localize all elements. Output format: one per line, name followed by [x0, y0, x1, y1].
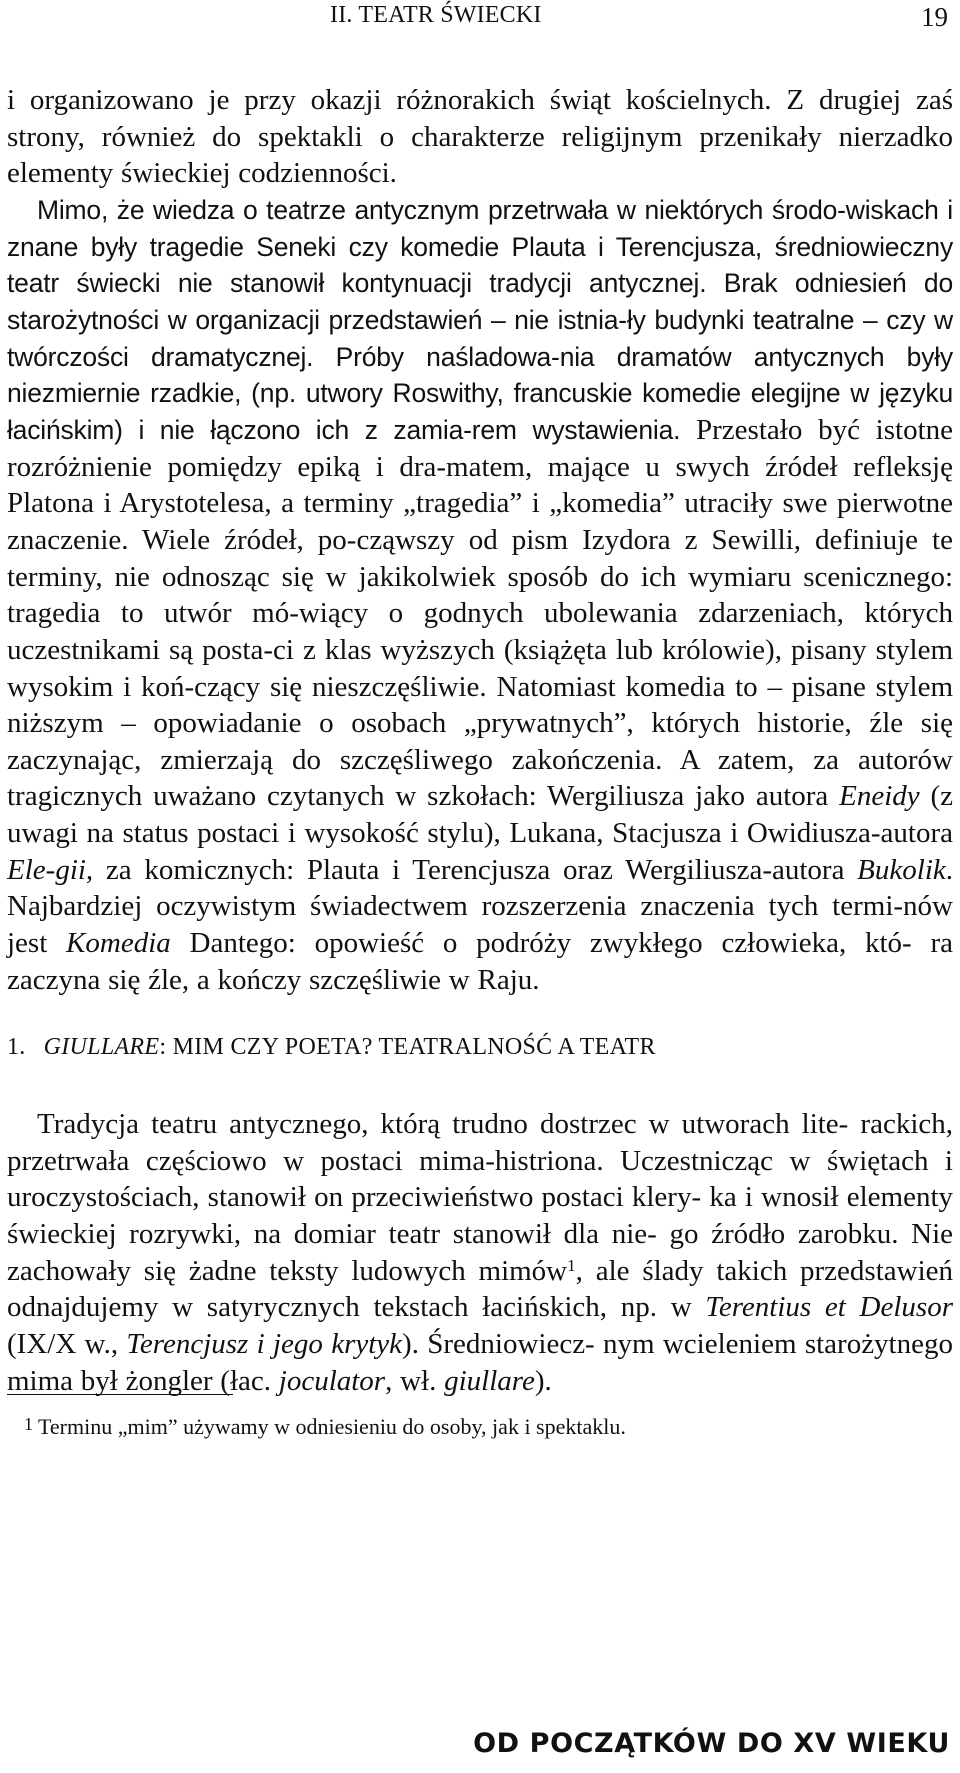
- text-line: Mimo, że wiedza o teatrze antycznym przetrwała w niektórych środo-: [37, 194, 846, 225]
- text-line: elementy świeckiej codzienności.: [7, 157, 397, 190]
- italic-title-terencjusz: Terencjusz i jego krytyk: [126, 1327, 403, 1360]
- main-text-top: [7, 82, 953, 998]
- text-line: czący się nieszczęśliwie. Natomiast komedia to – pisane stylem niższym –: [7, 670, 953, 740]
- text-line: matem, mające u swych źródeł refleksję Platona i Arystotelesa, a terminy: [7, 450, 953, 520]
- text-line: w jakikolwiek sposób do ich wymiaru scenicznego: tragedia to utwór mó-: [7, 560, 954, 630]
- text-line: ci z klas wyższych (książęta lub królowie), pisany stylem wysokim i koń-: [7, 633, 954, 703]
- text-line: „tragedia” i „komedia” utraciły swe pierwotne znaczenie. Wiele źródeł, po-: [7, 487, 953, 556]
- text-line: w świętach i uroczystościach, stanowił on przeciwieństwo postaci klery-: [7, 1144, 953, 1214]
- text-line: go źródło zarobku. Nie zachowały się żadne teksty ludowych mimów: [7, 1217, 953, 1287]
- italic-title-eneidy: Eneidy: [839, 780, 920, 813]
- text-line: rackich, przetrwała częściowo w postaci mima-histriona. Uczestnicząc: [7, 1108, 954, 1177]
- footnote-text: Terminu „mim” używamy w odniesieniu do osoby, jak i spektaklu.: [38, 1414, 626, 1439]
- section-title-italic: GIULLARE: [43, 1034, 160, 1060]
- text-line: nów jest: [7, 890, 953, 960]
- section-title: : MIM CZY POETA? TEATRALNOŚĆ A TEATR: [159, 1034, 656, 1060]
- text-line: opowiadanie o osobach „prywatnych”, których historie, źle się zaczynając,: [7, 707, 953, 776]
- section-heading: [7, 1034, 656, 1061]
- text-line: zmierzają do szczęśliwego zakończenia. A zatem, za autorów tragicznych: [7, 743, 953, 813]
- text-line: rem wystawienia.: [471, 414, 681, 445]
- text-line: Dantego: opowieść o podróży zwykłego człowieka, któ-: [170, 927, 912, 960]
- footnote: [24, 1414, 626, 1440]
- italic-title-elegii: Ele-: [7, 853, 56, 886]
- text-line: (IX/X w.,: [7, 1327, 127, 1360]
- text-line: Przestało być istotne rozróżnienie pomiędzy epiką i dra-: [7, 413, 954, 483]
- book-title-footer: OD POCZĄTKÓW DO XV WIEKU: [473, 1728, 950, 1759]
- italic-title-komedia: Komedia: [66, 927, 171, 960]
- text-line: ka i wnosił elementy świeckiej rozrywki, na domiar teatr stanowił dla nie-: [7, 1181, 953, 1250]
- running-head: [0, 2, 960, 36]
- text-line: ra zaczyna się źle, a kończy szczęśliwie w Raju.: [7, 927, 954, 996]
- text-line: ły budynki teatralne – czy w twórczości dramatycznej. Próby naśladowa-: [7, 304, 953, 372]
- text-line: , wł.: [385, 1364, 445, 1397]
- running-head-title: II. TEATR ŚWIECKI: [330, 2, 542, 28]
- text-line: Najbardziej oczywistym świadectwem rozszerzenia znaczenia tych termi-: [7, 890, 904, 923]
- text-line: np. w: [620, 1291, 706, 1324]
- footnote-divider: [7, 1394, 233, 1395]
- text-line: za komicznych: Plauta i Terencjusza oraz Wergiliusza-autora: [93, 853, 858, 886]
- text-line: wiący o godnych ubolewania zdarzeniach, których uczestnikami są posta-: [7, 597, 953, 666]
- paragraph-continuation: [7, 82, 953, 192]
- text-line: i organizowano je przy okazji różnorakich świąt kościelnych. Z drugiej zaś: [7, 84, 953, 116]
- text-line: (z uwagi na: [7, 780, 954, 850]
- text-line: .: [945, 853, 953, 886]
- paragraph-tradycja: [7, 1106, 953, 1399]
- text-line: nym wcieleniem starożytnego mima był żongler (łac.: [7, 1327, 953, 1397]
- text-line: strony, również do spektakli o charakterze religijnym przenikały nierzadko: [7, 120, 953, 153]
- paragraph-mimo: [7, 192, 953, 998]
- text-line: ).: [534, 1364, 552, 1397]
- text-line: ślady takich przedstawień odnajdujemy w satyrycznych tekstach łacińskich,: [7, 1254, 954, 1324]
- text-line: Tradycja teatru antycznego, którą trudno dostrzec w utworach lite-: [37, 1108, 849, 1140]
- text-line: wiskach i znane były tragedie Seneki czy komedie Plauta i Terencjusza,: [7, 194, 953, 262]
- text-line: status postaci i wysokość stylu), Lukana, Stacjusza i Owidiusza-autora: [122, 817, 954, 850]
- text-line: , ale: [575, 1254, 630, 1287]
- page-number: 19: [921, 2, 948, 32]
- text-line: nia dramatów antycznych były niezmiernie rzadkie, (np. utwory Roswithy,: [7, 341, 953, 409]
- text-line: Brak odniesień do starożytności w organizacji przedstawień – nie istnia-: [7, 268, 953, 335]
- italic-title-elegii-cont: gii,: [55, 853, 94, 886]
- section-number: 1.: [7, 1034, 26, 1060]
- text-line: uważano czytanych w szkołach: Wergiliusza jako autora: [153, 780, 840, 813]
- text-line: francuskie komedie elegijne w języku łacińskim) i nie łączono ich z zamia-: [7, 378, 953, 445]
- text-line: cząwszy od pism Izydora z Sewilli, definiuje te terminy, nie odnosząc się: [7, 523, 953, 593]
- text-line: średniowieczny teatr świecki nie stanowił kontynuacji tradycji antycznej.: [7, 231, 954, 299]
- italic-term-joculator: joculator: [278, 1364, 386, 1397]
- italic-title-terentius: Terentius et Delusor: [705, 1291, 953, 1324]
- sans-passage: [7, 195, 953, 445]
- italic-term-giullare: giullare: [444, 1364, 535, 1397]
- footnote-reference[interactable]: 1: [567, 1255, 576, 1275]
- main-text-section: [7, 1106, 953, 1399]
- footnote-mark: 1: [24, 1414, 33, 1434]
- italic-title-bukolik: Bukolik: [857, 853, 946, 886]
- text-line: ). Średniowiecz-: [402, 1327, 595, 1360]
